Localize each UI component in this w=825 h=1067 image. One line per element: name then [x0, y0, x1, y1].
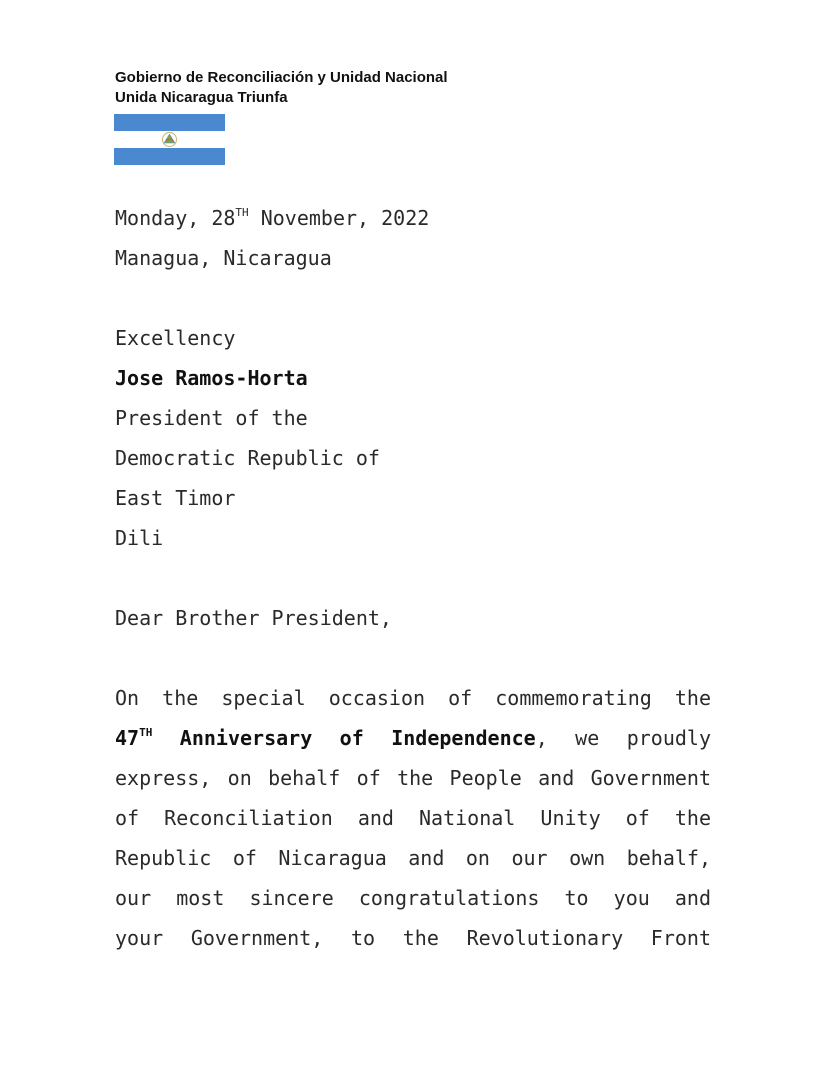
paragraph-line: our most sincere congratulations to you and — [115, 886, 711, 910]
letter-body — [115, 198, 711, 958]
anniversary-number: 47 — [115, 726, 140, 750]
spacer — [115, 638, 711, 678]
paragraph-line: express, on behalf of the People and Government — [115, 766, 711, 790]
date-day: Monday, 28 — [115, 206, 236, 230]
letterhead-slogan: Unida Nicaragua Triunfa — [115, 89, 288, 106]
paragraph-line: of Reconciliation and National Unity of the — [115, 806, 711, 830]
paragraph-line: On the special occasion of commemorating the — [115, 686, 711, 710]
letterhead-government-name: Gobierno de Reconciliación y Unidad Nacional — [115, 69, 448, 86]
recipient-title: Excellency — [115, 326, 236, 350]
place-line: Managua, Nicaragua — [115, 246, 332, 270]
recipient-line: President of the — [115, 406, 308, 430]
paragraph-line: Republic of Nicaragua and on our own behalf, — [115, 846, 711, 870]
paragraph-line: your Government, to the Revolutionary Front — [115, 926, 711, 950]
letterhead — [115, 68, 448, 108]
spacer — [115, 278, 711, 318]
recipient-line: Democratic Republic of — [115, 446, 380, 470]
recipient-name: Jose Ramos-Horta — [115, 366, 308, 390]
date-ordinal: TH — [235, 206, 249, 219]
date-line — [115, 198, 711, 238]
recipient-line: East Timor — [115, 486, 236, 510]
greeting: Dear Brother President, — [115, 606, 392, 630]
flag-icon — [114, 114, 225, 165]
anniversary-tail: , we proudly — [535, 726, 711, 750]
recipient-line: Dili — [115, 526, 164, 550]
nicaragua-flag — [114, 114, 225, 165]
spacer — [115, 558, 711, 598]
paragraph-line-anniversary — [115, 718, 711, 758]
anniversary-title: Anniversary of Independence — [152, 726, 536, 750]
date-month-year: November, 2022 — [248, 206, 430, 230]
anniversary-ordinal: TH — [139, 726, 153, 739]
